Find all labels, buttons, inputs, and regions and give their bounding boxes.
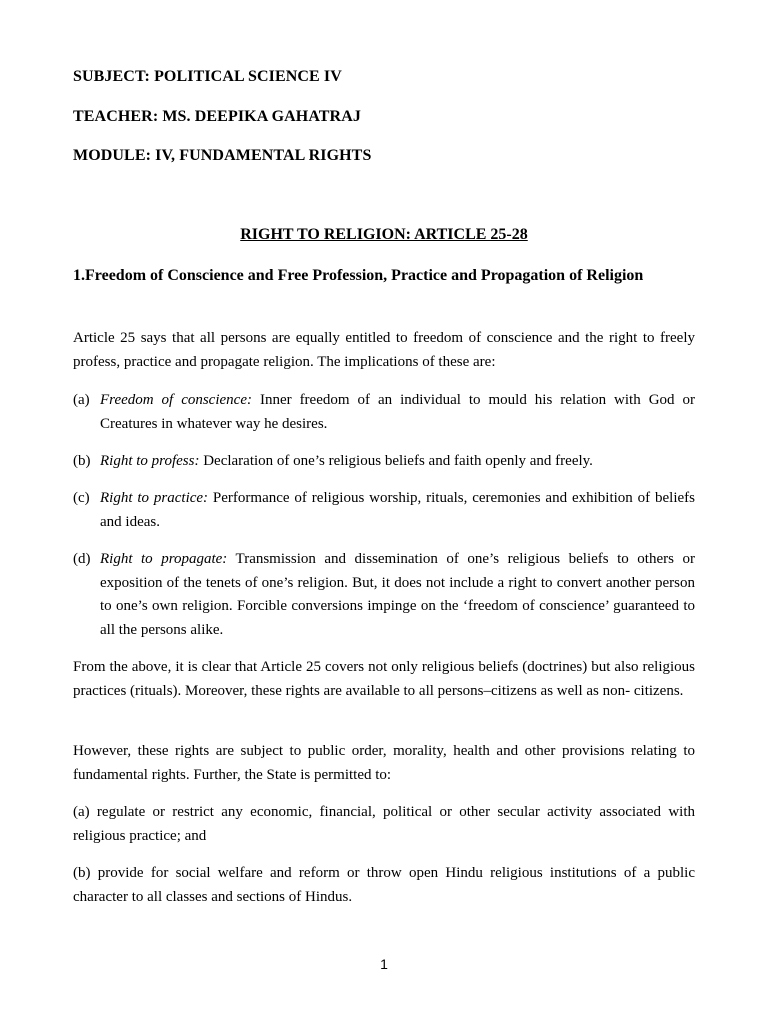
list-marker: (d) (73, 551, 91, 567)
list-item (73, 389, 695, 436)
state-power-paragraph: (b) provide for social welfare and reform or throw open Hindu religious institutions of a public character to all classes and sections of Hindus. (73, 865, 695, 905)
list-item (73, 548, 695, 642)
subject-line: SUBJECT: POLITICAL SCIENCE IV (73, 68, 342, 85)
item-text: Inner freedom of an individual to mould his relation with God or Creatures in whatever way he desires. (100, 392, 695, 432)
scope-paragraph: From the above, it is clear that Article 25 covers not only religious beliefs (doctrines) but also religious practices (rituals). Moreover, these rights are available to all persons–citizens as well as non- citizens. (73, 659, 695, 699)
item-term: Right to propagate: (100, 551, 228, 567)
item-term: Freedom of conscience: (100, 392, 252, 408)
limits-paragraph: However, these rights are subject to public order, morality, health and other provisions relating to fundamental rights. Further, the State is permitted to: (73, 743, 695, 783)
page-number: 1 (380, 956, 388, 972)
list-item (73, 450, 695, 474)
subheading: 1.Freedom of Conscience and Free Profession, Practice and Propagation of Religion (73, 267, 644, 284)
section-title: RIGHT TO RELIGION: ARTICLE 25-28 (240, 226, 528, 243)
list-marker: (a) (73, 392, 90, 408)
state-power-paragraph: (a) regulate or restrict any economic, financial, political or other secular activity associated with religious practice; and (73, 804, 695, 844)
item-term: Right to profess: (100, 453, 200, 469)
item-term: Right to practice: (100, 490, 209, 506)
item-text: Declaration of one’s religious beliefs and faith openly and freely. (199, 453, 593, 469)
teacher-line: TEACHER: MS. DEEPIKA GAHATRAJ (73, 108, 361, 125)
list-item (73, 487, 695, 534)
list-marker: (b) (73, 453, 91, 469)
intro-paragraph: Article 25 says that all persons are equally entitled to freedom of conscience and the right to freely profess, practice and propagate religion. The implications of these are: (73, 330, 695, 370)
item-text: Performance of religious worship, rituals, ceremonies and exhibition of beliefs and ideas. (100, 490, 696, 530)
module-line: MODULE: IV, FUNDAMENTAL RIGHTS (73, 147, 372, 164)
item-text: Transmission and dissemination of one’s religious beliefs to others or exposition of the tenets of one’s religion. But, it does not include a right to convert another person to one’s own religion. Forcible conversions impinge on the ‘freedom of conscience’ guaranteed to all the persons alike. (100, 551, 695, 638)
list-marker: (c) (73, 490, 90, 506)
